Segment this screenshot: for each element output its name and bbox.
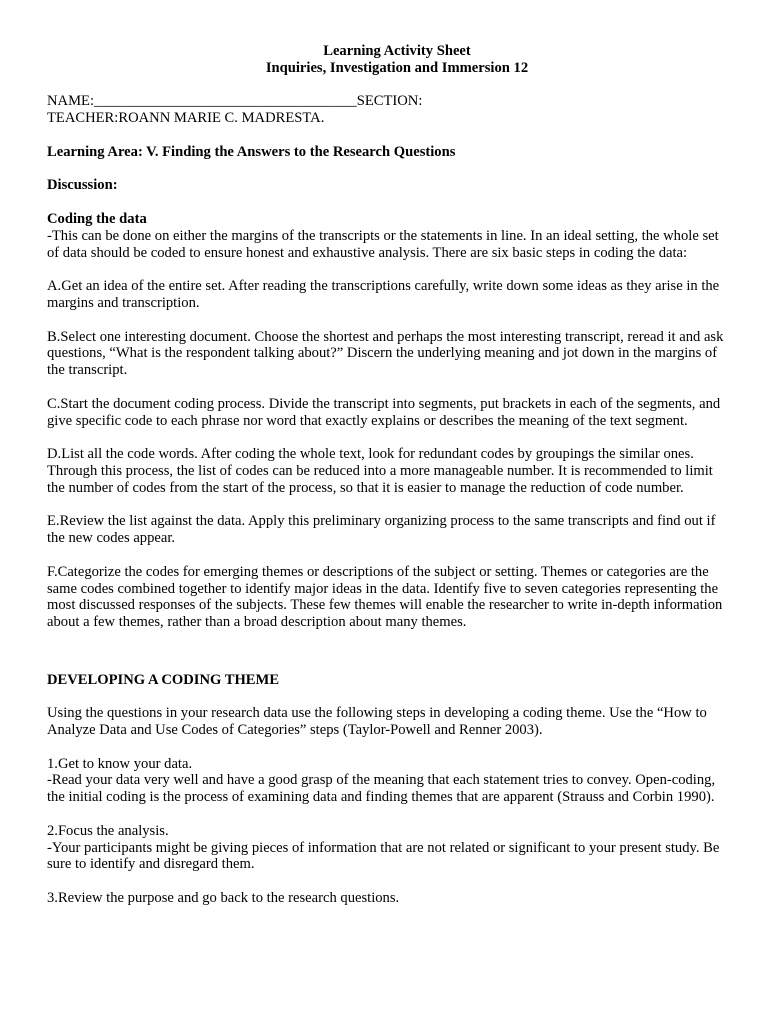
teacher-line: TEACHER:ROANN MARIE C. MADRESTA. — [47, 110, 325, 127]
developing-step-2-title: 2.Focus the analysis. — [47, 822, 169, 839]
spacer — [47, 77, 727, 94]
spacer — [47, 429, 727, 446]
spacer — [47, 631, 727, 655]
spacer — [47, 655, 727, 672]
coding-heading: Coding the data — [47, 210, 147, 227]
spacer — [47, 806, 727, 823]
spacer — [47, 312, 727, 329]
spacer — [47, 379, 727, 396]
developing-step-1-title: 1.Get to know your data. — [47, 755, 193, 772]
spacer — [47, 194, 727, 211]
coding-step-f: F.Categorize the codes for emerging themes or descriptions of the subject or setting. Themes or categories are the same codes combined together to identify major ideas in the data. Identify five to seven categories representing the most discussed responses of the subjects. These few themes will enable the researcher to write in-depth information about a few themes, rather than a broad description about many themes. — [47, 563, 723, 631]
spacer — [47, 161, 727, 178]
learning-area-heading: Learning Area: V. Finding the Answers to the Research Questions — [47, 143, 456, 160]
document-subtitle: Inquiries, Investigation and Immersion 12 — [265, 59, 529, 76]
spacer — [47, 547, 727, 564]
spacer — [47, 127, 727, 144]
spacer — [47, 873, 727, 890]
document-page — [47, 43, 727, 907]
spacer — [47, 688, 727, 705]
developing-step-3-title: 3.Review the purpose and go back to the research questions. — [47, 890, 400, 907]
name-section-line: NAME:____________________________________SECTION: — [47, 93, 423, 110]
developing-intro: Using the questions in your research data use the following steps in developing a coding theme. Use the “How to Analyze Data and Use Codes of Categories” steps (Taylor-Powell and Renner 2003). — [47, 705, 707, 739]
developing-step-2-body: -Your participants might be giving pieces of information that are not related or significant to your present study. Be sure to identify and disregard them. — [47, 839, 720, 873]
coding-step-a: A.Get an idea of the entire set. After reading the transcriptions carefully, write down some ideas as they arise in the margins and transcription. — [47, 278, 720, 311]
spacer — [47, 739, 727, 756]
document-title: Learning Activity Sheet — [323, 43, 471, 59]
developing-heading: DEVELOPING A CODING THEME — [47, 671, 280, 688]
coding-step-c: C.Start the document coding process. Divide the transcript into segments, put brackets in each of the segments, and give specific code to each phrase nor word that exactly explains or describes the meaning of the text segment. — [47, 395, 721, 429]
discussion-label: Discussion: — [47, 177, 118, 194]
spacer — [47, 261, 727, 278]
coding-intro: -This can be done on either the margins of the transcripts or the statements in line. In an ideal setting, the whole set of data should be coded to ensure honest and exhaustive analysis. There are six basic steps in coding the data: — [47, 227, 719, 261]
developing-step-1-body: -Read your data very well and have a good grasp of the meaning that each statement tries to convey. Open-coding, the initial coding is the process of examining data and finding themes that are apparent (Strauss and Corbin 1990). — [47, 772, 716, 806]
coding-step-e: E.Review the list against the data. Apply this preliminary organizing process to the same transcripts and find out if the new codes appear. — [47, 513, 716, 547]
coding-step-d: D.List all the code words. After coding the whole text, look for redundant codes by groupings the similar ones. Through this process, the list of codes can be reduced into a more manageable number. It is recommended to limit the number of codes from the start of the process, so that it is easier to manage the reduction of code number. — [47, 446, 713, 496]
coding-step-b: B.Select one interesting document. Choose the shortest and perhaps the most interesting transcript, reread it and ask questions, “What is the respondent talking about?” Discern the underlying meaning and jot down in the margins of the transcript. — [47, 328, 724, 379]
spacer — [47, 497, 727, 514]
